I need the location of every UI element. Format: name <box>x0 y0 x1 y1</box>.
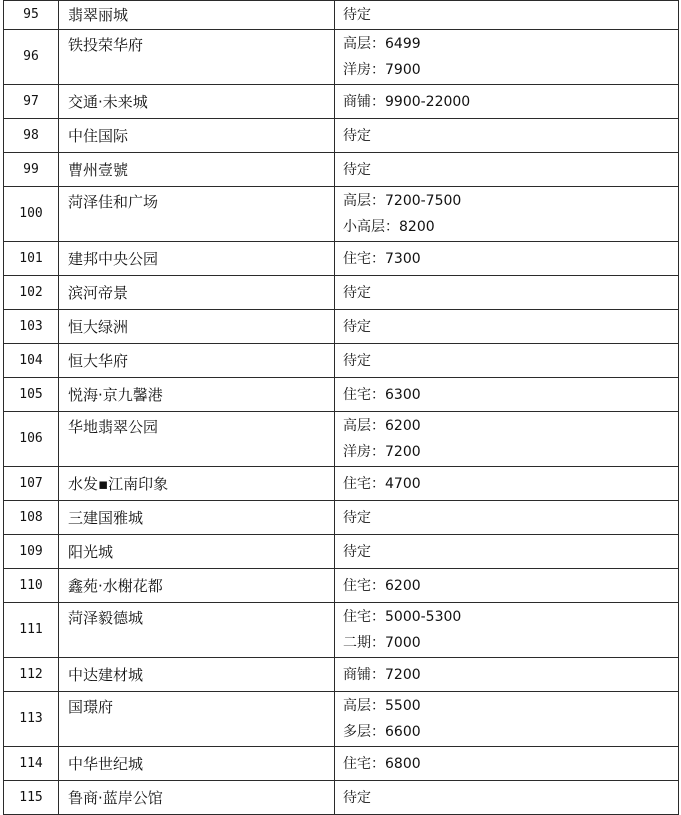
price-line: 住宅：7300 <box>343 250 421 267</box>
table-row <box>4 310 679 344</box>
price-cell <box>335 378 679 412</box>
price-line: 待定 <box>343 284 371 301</box>
price-line: 待定 <box>343 318 371 335</box>
table-row <box>4 378 679 412</box>
price-line: 洋房：7200 <box>343 444 421 460</box>
price-cell <box>335 153 679 187</box>
row-number: 101 <box>4 242 59 276</box>
price-line: 高层：6499 <box>343 36 421 52</box>
project-name: 翡翠丽城 <box>59 1 335 30</box>
row-number: 113 <box>4 692 59 747</box>
price-cell <box>335 242 679 276</box>
project-name: 恒大绿洲 <box>59 310 335 344</box>
price-cell <box>335 658 679 692</box>
price-line: 待定 <box>343 161 371 178</box>
table-row <box>4 658 679 692</box>
project-name: 水发▪江南印象 <box>59 467 335 501</box>
price-cell <box>335 85 679 119</box>
price-cell <box>335 535 679 569</box>
project-name: 鲁商·蓝岸公馆 <box>59 781 335 815</box>
project-name: 华地翡翠公园 <box>59 412 335 467</box>
price-cell <box>335 30 679 85</box>
price-line: 高层：6200 <box>343 418 421 434</box>
table-body <box>4 1 679 815</box>
row-number: 112 <box>4 658 59 692</box>
project-name: 鑫苑·水榭花都 <box>59 569 335 603</box>
price-cell <box>335 310 679 344</box>
row-number: 115 <box>4 781 59 815</box>
price-line: 待定 <box>343 6 371 23</box>
row-number: 109 <box>4 535 59 569</box>
table-row <box>4 242 679 276</box>
price-line: 二期：7000 <box>343 635 421 651</box>
project-name: 交通·未来城 <box>59 85 335 119</box>
price-cell <box>335 501 679 535</box>
project-name: 中华世纪城 <box>59 747 335 781</box>
price-line: 住宅：6300 <box>343 386 421 403</box>
price-line: 商铺：9900-22000 <box>343 93 471 110</box>
price-line: 待定 <box>343 789 371 806</box>
price-line: 高层：5500 <box>343 698 421 714</box>
project-name: 中住国际 <box>59 119 335 153</box>
table-row <box>4 535 679 569</box>
row-number: 95 <box>4 1 59 30</box>
row-number: 106 <box>4 412 59 467</box>
row-number: 98 <box>4 119 59 153</box>
project-name: 菏泽毅德城 <box>59 603 335 658</box>
price-cell <box>335 603 679 658</box>
row-number: 102 <box>4 276 59 310</box>
price-line: 高层：7200-7500 <box>343 193 462 209</box>
row-number: 105 <box>4 378 59 412</box>
price-cell <box>335 781 679 815</box>
project-name: 恒大华府 <box>59 344 335 378</box>
price-cell <box>335 747 679 781</box>
price-line: 商铺：7200 <box>343 666 421 683</box>
row-number: 103 <box>4 310 59 344</box>
row-number: 104 <box>4 344 59 378</box>
row-number: 100 <box>4 187 59 242</box>
price-cell <box>335 692 679 747</box>
table-row <box>4 603 679 658</box>
price-line: 多层：6600 <box>343 724 421 740</box>
table-row <box>4 501 679 535</box>
table-row <box>4 119 679 153</box>
price-cell <box>335 344 679 378</box>
table-row <box>4 344 679 378</box>
row-number: 110 <box>4 569 59 603</box>
table-row <box>4 412 679 467</box>
price-cell <box>335 569 679 603</box>
project-name: 悦海·京九馨港 <box>59 378 335 412</box>
project-name: 三建国雅城 <box>59 501 335 535</box>
price-line: 待定 <box>343 543 371 560</box>
row-number: 96 <box>4 30 59 85</box>
project-name: 滨河帝景 <box>59 276 335 310</box>
row-number: 111 <box>4 603 59 658</box>
table-row <box>4 467 679 501</box>
table-row <box>4 747 679 781</box>
row-number: 97 <box>4 85 59 119</box>
price-cell <box>335 467 679 501</box>
property-price-table <box>3 0 679 815</box>
price-cell <box>335 412 679 467</box>
price-line: 洋房：7900 <box>343 62 421 78</box>
row-number: 108 <box>4 501 59 535</box>
project-name: 国璟府 <box>59 692 335 747</box>
project-name: 建邦中央公园 <box>59 242 335 276</box>
price-line: 住宅：6200 <box>343 577 421 594</box>
table-row <box>4 781 679 815</box>
table-row <box>4 187 679 242</box>
price-cell <box>335 276 679 310</box>
price-line: 待定 <box>343 127 371 144</box>
table-row <box>4 569 679 603</box>
price-cell <box>335 119 679 153</box>
table-row <box>4 153 679 187</box>
project-name: 铁投荣华府 <box>59 30 335 85</box>
project-name: 曹州壹號 <box>59 153 335 187</box>
price-cell <box>335 1 679 30</box>
price-line: 住宅：4700 <box>343 475 421 492</box>
table-row <box>4 30 679 85</box>
price-line: 住宅：6800 <box>343 755 421 772</box>
price-line: 住宅：5000-5300 <box>343 609 462 625</box>
table-row <box>4 276 679 310</box>
project-name: 阳光城 <box>59 535 335 569</box>
row-number: 107 <box>4 467 59 501</box>
price-line: 小高层：8200 <box>343 219 435 235</box>
row-number: 114 <box>4 747 59 781</box>
row-number: 99 <box>4 153 59 187</box>
price-line: 待定 <box>343 509 371 526</box>
price-line: 待定 <box>343 352 371 369</box>
price-cell <box>335 187 679 242</box>
project-name: 中达建材城 <box>59 658 335 692</box>
project-name: 菏泽佳和广场 <box>59 187 335 242</box>
table-row <box>4 85 679 119</box>
table-row <box>4 692 679 747</box>
table-row <box>4 1 679 30</box>
